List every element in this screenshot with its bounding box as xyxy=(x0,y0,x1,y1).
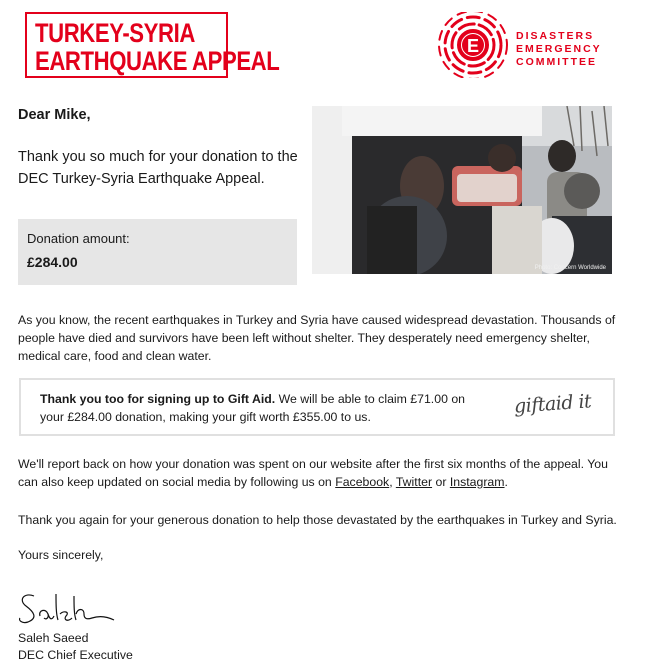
signature-graphic xyxy=(16,582,126,630)
closing-line: Yours sincerely, xyxy=(18,548,104,562)
handwritten-signature xyxy=(16,582,126,630)
appeal-logo xyxy=(25,12,280,78)
report-back-text: We'll report back on how your donation was spent on our website after the first six months of the appeal. You can also keep updated on social media by following us on xyxy=(18,457,608,489)
situation-paragraph: As you know, the recent earthquakes in Turkey and Syria have caused widespread devastation. Thousands of people have died and survivors have been left without shelter. They desperately need emergency shelter, medical care, food and clean water. xyxy=(18,313,616,363)
twitter-link[interactable]: Twitter xyxy=(395,475,433,489)
dec-logo xyxy=(436,12,616,78)
signer-title: DEC Chief Executive xyxy=(18,648,133,662)
svg-text:E: E xyxy=(466,36,480,56)
donation-amount-value: £284.00 xyxy=(27,254,78,270)
aid-workers-photo xyxy=(312,106,612,274)
gift-aid-logo: giftaid it xyxy=(513,390,592,418)
dec-logo-line3: COMMITTEE xyxy=(516,56,597,68)
donation-amount-label: Donation amount: xyxy=(27,231,130,246)
gift-aid-thanks: Thank you too for signing up to Gift Aid. xyxy=(40,392,276,406)
gift-aid-details: We will be able to claim £71.00 on your £284.00 donation, making your gift worth £355.00 to us. xyxy=(40,392,466,424)
dec-logo-icon xyxy=(436,12,510,78)
dec-logo-line2: EMERGENCY xyxy=(516,43,602,55)
photo-credit: Photo: Concern Worldwide xyxy=(534,265,606,271)
thank-you-message: Thank you so much for your donation to the DEC Turkey-Syria Earthquake Appeal. xyxy=(18,149,298,187)
greeting: Dear Mike, xyxy=(18,107,91,123)
appeal-logo-line1: TURKEY-SYRIA xyxy=(35,18,195,48)
report-back-paragraph: We'll report back on how your donation was spent on our website after the first six months of the appeal. You can also keep updated on social media by following us on Facebook, Twitter or Instagram. xyxy=(18,457,608,489)
appeal-logo-line2: EARTHQUAKE APPEAL xyxy=(35,46,280,76)
facebook-link[interactable]: Facebook xyxy=(335,475,390,489)
closing-thanks-paragraph: Thank you again for your generous donation to help those devastated by the earthquakes in Turkey and Syria. xyxy=(18,513,617,527)
gift-aid-box xyxy=(19,378,615,436)
appeal-photo xyxy=(312,106,612,274)
donation-amount-box xyxy=(18,219,297,285)
instagram-link[interactable]: Instagram xyxy=(449,475,505,489)
gift-aid-message xyxy=(40,390,480,426)
dec-logo-line1: DISASTERS xyxy=(516,30,595,42)
signer-block xyxy=(18,630,133,664)
signer-name: Saleh Saeed xyxy=(18,631,89,645)
